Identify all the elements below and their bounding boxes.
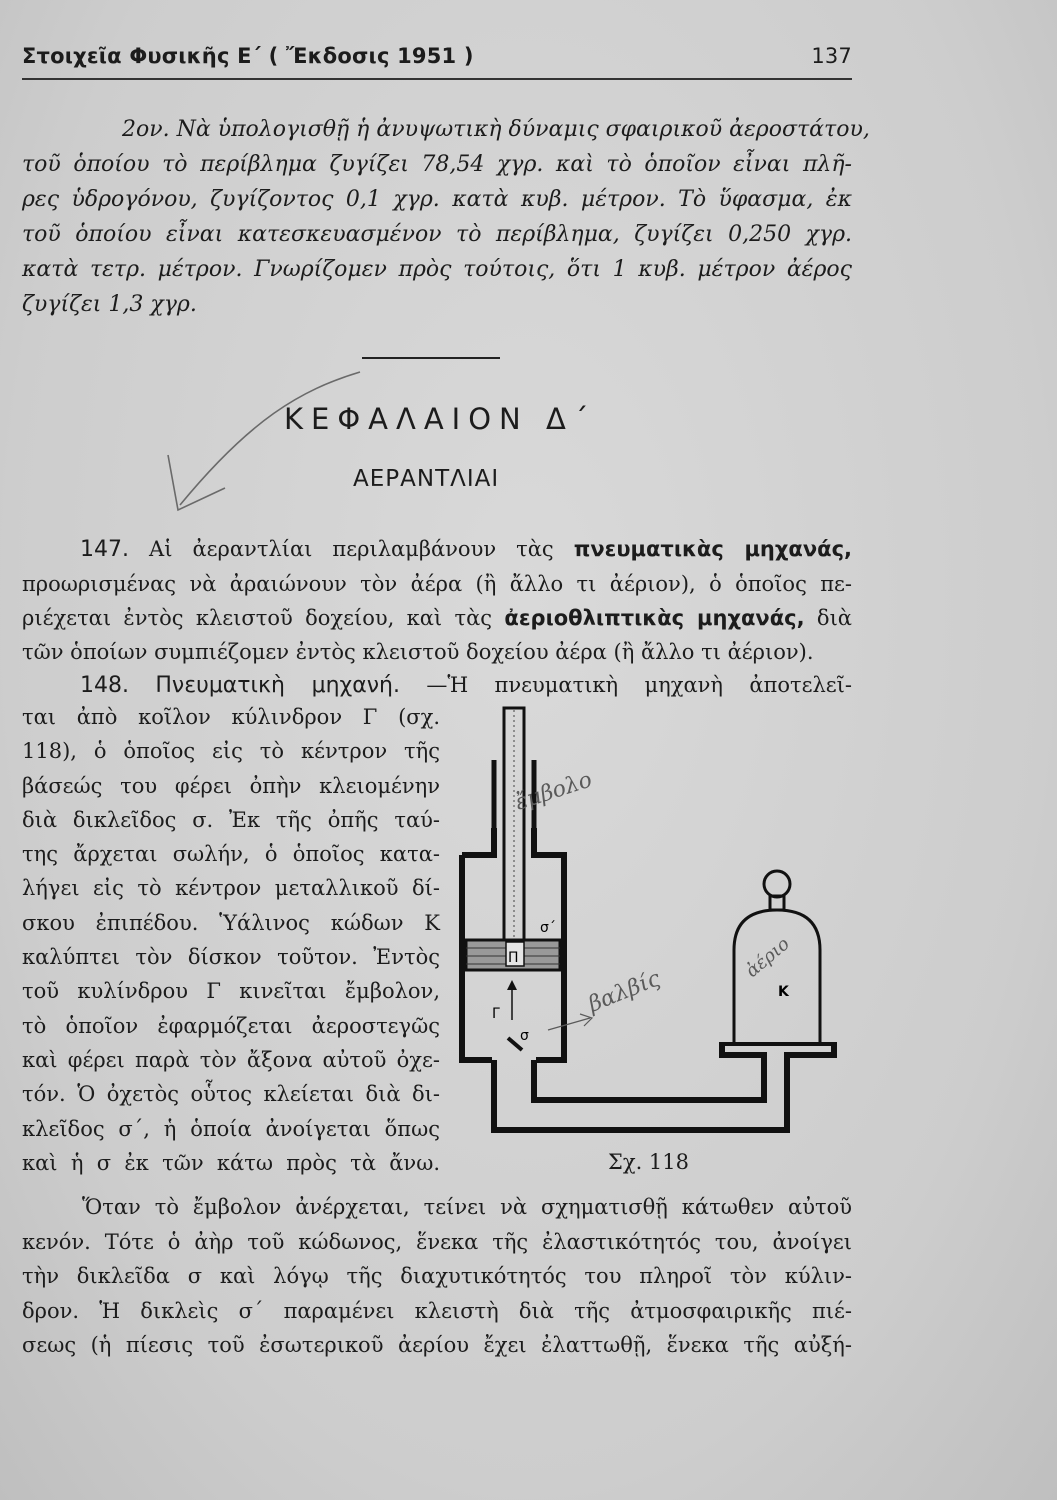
exercise-line: τοῦ ὁποίου εἶναι κατεσκευασμένον τὸ περίβλημα, ζυγίζει 0,250 χγρ. bbox=[22, 222, 852, 247]
label-sigma: σ bbox=[520, 1028, 529, 1044]
bell-knob bbox=[764, 871, 790, 897]
exercise-line: ρες ὑδρογόνου, ζυγίζοντος 0,1 χγρ. κατὰ κυβ. μέτρον. Τὸ ὕφασμα, ἐκ bbox=[22, 187, 852, 212]
exercise-line: τοῦ ὁποίου τὸ περίβλημα ζυγίζει 78,54 χγρ. καὶ τὸ ὁποῖον εἶναι πλῆ- bbox=[22, 152, 852, 177]
exercise-2 bbox=[22, 112, 870, 322]
term-compression: ἀεριοθλιπτικὰς μηχανάς, bbox=[504, 606, 805, 630]
section-148-column: ται ἀπὸ κοῖλον κύλινδρον Γ (σχ. 118), ὁ ὁποῖος εἰς τὸ κέντρον τῆς βάσεώς του φέρει ὀπὴν κλειομένην διὰ δικλεῖδος σ. Ἐκ τῆς ὀπῆς ταύ- της ἄρχεται σωλήν, ὁ ὁποῖος κατα- λήγει εἰς τὸ κέντρον μεταλλικοῦ δί- σκου ἐπιπέδου. Ὑάλινος κώδων Κ καλύπτει τὸν δίσκον τοῦτον. Ἐντὸς τοῦ κυλίνδρου Γ κινεῖται ἔμβολον, τὸ ὁποῖον ἐφαρμόζεται ἀεροστεγῶς καὶ φέρει παρὰ τὸν ἄξονα αὐτοῦ ὀχε- τόν. Ὁ ὀχετὸς οὗτος κλείεται διὰ δι- κλεῖδος σ΄, ἡ ὁποία ἀνοίγεται ὅπως καὶ ἡ σ ἐκ τῶν κάτω πρὸς τὰ ἄνω. bbox=[22, 705, 440, 1175]
label-pi: Π bbox=[508, 950, 519, 966]
figure-caption: Σχ. 118 bbox=[608, 1150, 690, 1174]
label-kappa: Κ bbox=[778, 984, 789, 1000]
handwritten-note: ἀέριο bbox=[741, 933, 794, 982]
exercise-line: κατὰ τετρ. μέτρον. Γνωρίζομεν πρὸς τούτοις, ὅτι 1 κυβ. μέτρον ἀέρος bbox=[22, 257, 852, 282]
handwritten-note: ἔμβολο bbox=[512, 767, 596, 816]
label-sigma-prime: σ΄ bbox=[540, 920, 556, 936]
paragraph-line: τῶν ὁποίων συμπιέζομεν ἐντὸς κλειστοῦ δοχείου ἀέρα (ἢ ἄλλο τι ἀέριον). bbox=[22, 640, 814, 664]
header-title: Στοιχεῖα Φυσικῆς Ε΄ ( Ἔκδοσις 1951 ) bbox=[22, 44, 474, 68]
section-number: 148. bbox=[80, 673, 129, 698]
section-147: 147. Αἱ ἀεραντλίαι περιλαμβάνουν τὰς πνευματικὰς μηχανάς, προωρισμένας νὰ ἀραιώνουν τὸν ἀέρα (ἢ ἄλλο τι ἀέριον), ὁ ὁποῖος πε- ριέχεται ἐντὸς κλειστοῦ δοχείου, καὶ τὰς ἀεριοθλιπτικὰς μηχανάς, διὰ τῶν ὁποίων συμπιέζομεν ἐντὸς κλειστοῦ δοχείου ἀέρα (ἢ ἄλλο τι ἀέριον). bbox=[22, 532, 852, 669]
chapter-title: ΚΕΦΑΛΑΙΟΝ Δ΄ bbox=[284, 402, 597, 436]
bell-jar bbox=[734, 910, 820, 1042]
piston-rod bbox=[504, 708, 524, 948]
label-gamma: Γ bbox=[492, 1006, 500, 1022]
running-header bbox=[22, 44, 852, 68]
closing-paragraph: Ὅταν τὸ ἔμβολον ἀνέρχεται, τείνει νὰ σχηματισθῇ κάτωθεν αὐτοῦ κενόν. Τότε ὁ ἀὴρ τοῦ κώδωνος, ἕνεκα τῆς ἐλαστικότητός του, ἀνοίγει τὴν δικλεῖδα σ καὶ λόγῳ τῆς διαχυτικότητός του πληροῖ τὸν κύλιν- δρον. Ἡ δικλεὶς σ΄ παραμένει κλειστὴ διὰ τῆς ἀτμοσφαιρικῆς πιέ- σεως (ἡ πίεσις τοῦ ἐσωτερικοῦ ἀερίου ἔχει ἐλαττωθῇ, ἕνεκα τῆς αὐξή- bbox=[22, 1195, 852, 1357]
handwritten-note: βαλβίς bbox=[584, 966, 664, 1018]
pencil-arrow-mark bbox=[140, 370, 370, 550]
section-number: 147. bbox=[80, 537, 129, 562]
header-rule bbox=[22, 78, 852, 80]
chapter-subtitle: ΑΕΡΑΝΤΛΙΑΙ bbox=[353, 466, 500, 492]
section-148-heading: 148. Πνευματικὴ μηχανή. —Ἡ πνευματικὴ μηχανὴ ἀποτελεῖ- bbox=[80, 673, 852, 698]
exercise-line: ζυγίζει 1,3 χγρ. bbox=[22, 292, 197, 317]
paragraph-line: προωρισμένας νὰ ἀραιώνουν τὸν ἀέρα (ἢ ἄλλο τι ἀέριον), ὁ ὁποῖος πε- bbox=[22, 572, 852, 596]
term-pneumatic: πνευματικὰς μηχανάς, bbox=[573, 537, 853, 561]
section-divider bbox=[362, 357, 500, 359]
section-heading: Πνευματικὴ μηχανή. bbox=[155, 673, 400, 698]
page-number: 137 bbox=[811, 44, 852, 68]
pipe bbox=[494, 1042, 834, 1130]
figure-pneumatic-machine bbox=[452, 700, 872, 1170]
exercise-line: 2ον. Νὰ ὑπολογισθῇ ἡ ἀνυψωτικὴ δύναμις σφαιρικοῦ ἀεροστάτου, bbox=[122, 117, 870, 142]
